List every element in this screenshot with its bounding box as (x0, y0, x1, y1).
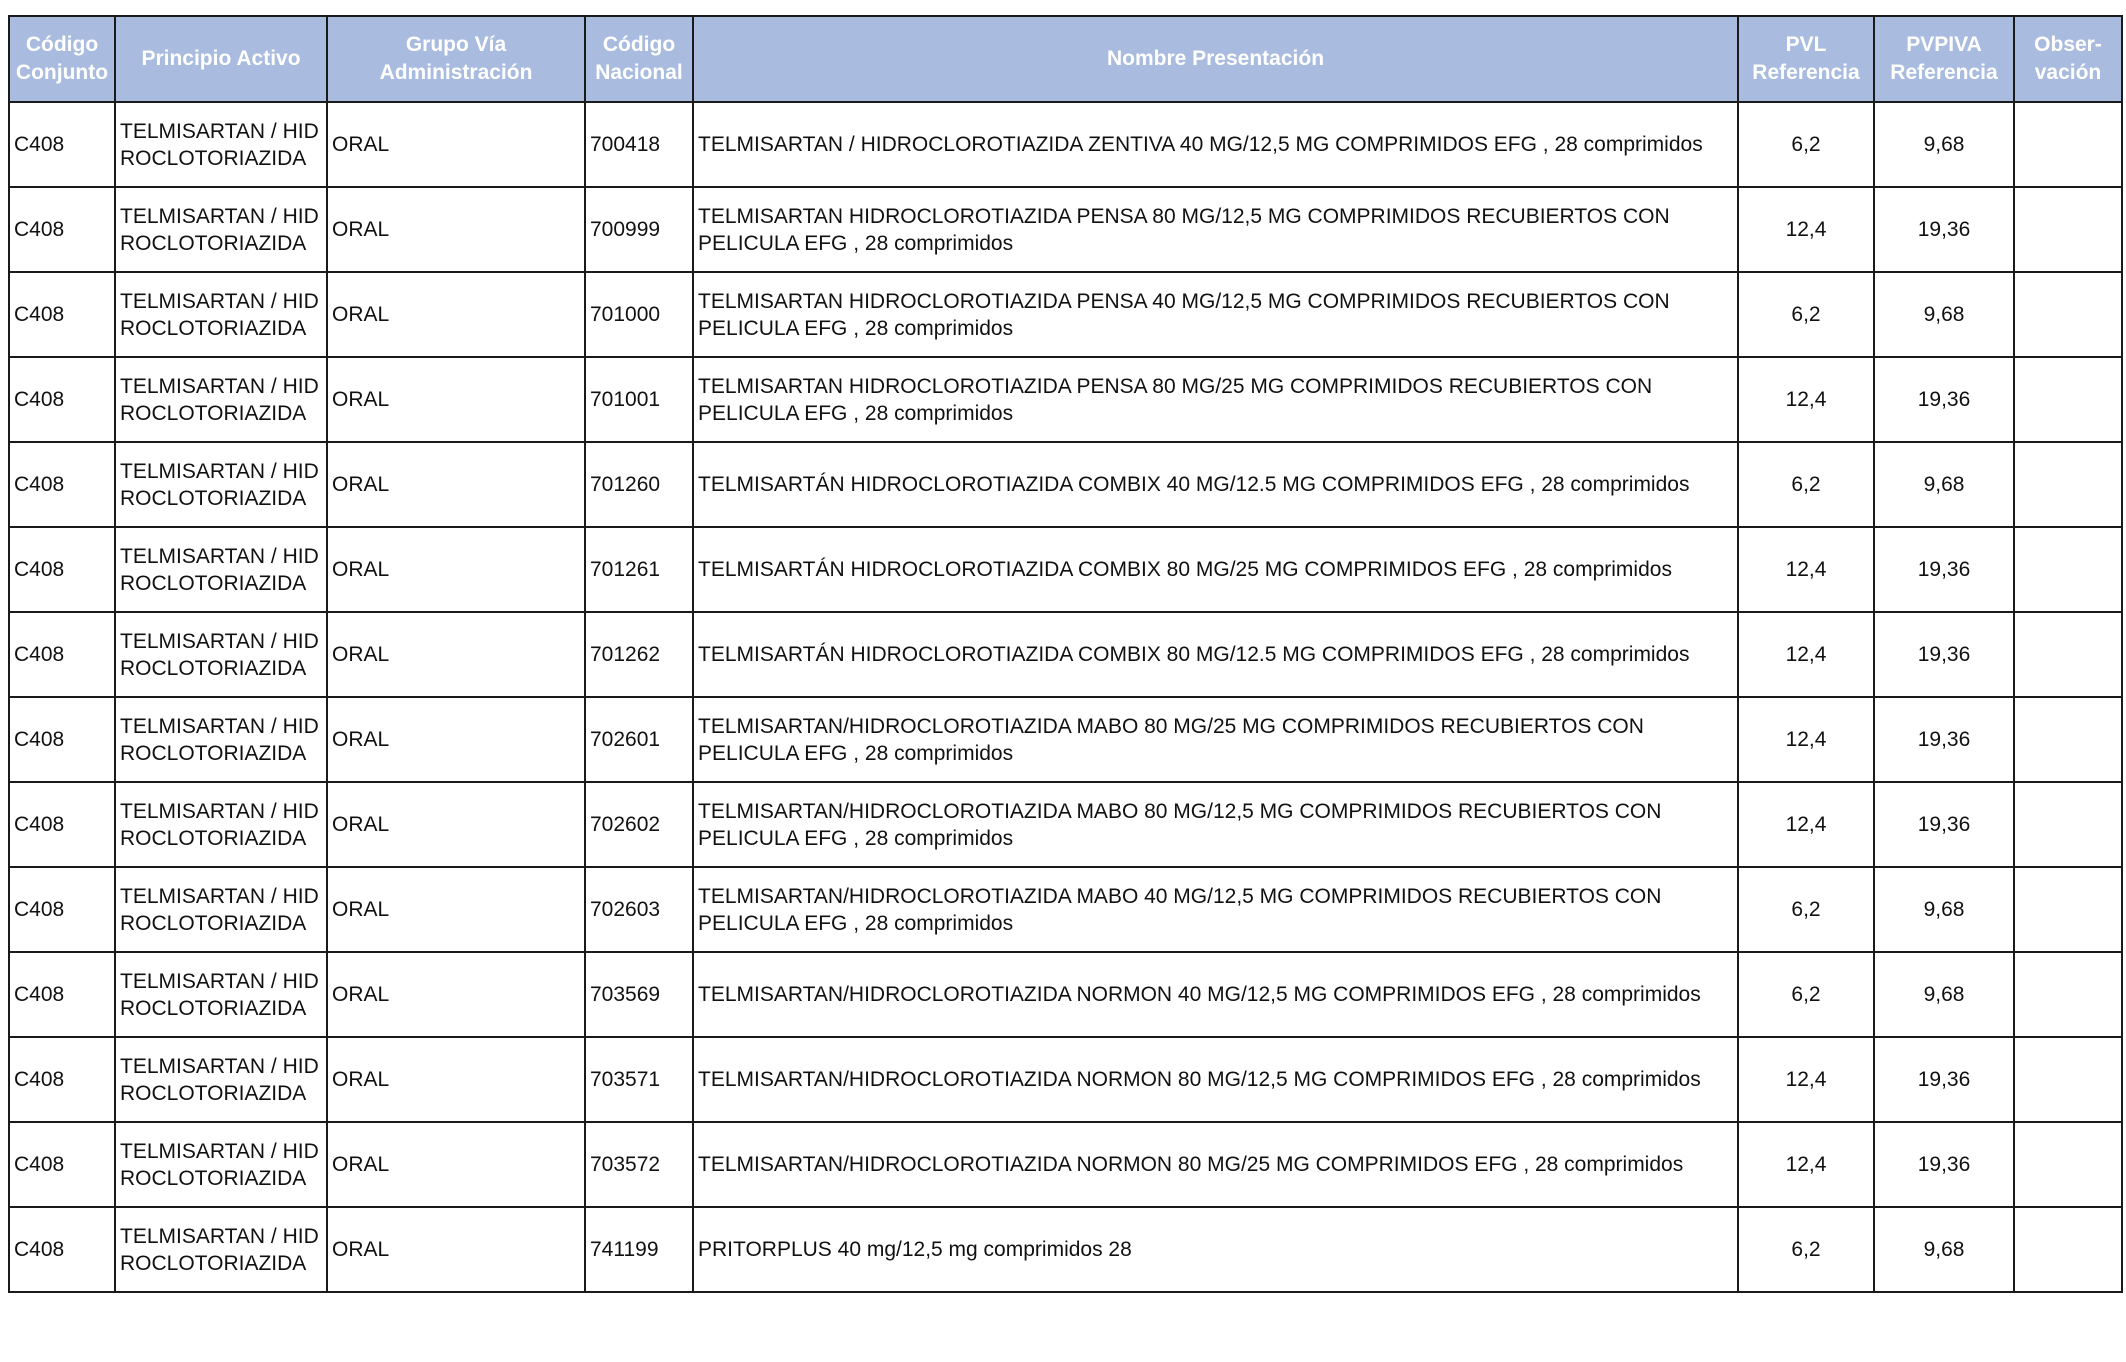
cell-nombre-presentacion: TELMISARTÁN HIDROCLOROTIAZIDA COMBIX 80 MG/25 MG COMPRIMIDOS EFG , 28 comprimidos (693, 527, 1738, 612)
cell-observacion (2014, 272, 2122, 357)
header-codigo-conjunto: Código Conjunto (9, 16, 115, 102)
cell-observacion (2014, 697, 2122, 782)
cell-pvl: 6,2 (1738, 102, 1874, 187)
cell-nombre-presentacion: TELMISARTÁN HIDROCLOROTIAZIDA COMBIX 40 MG/12.5 MG COMPRIMIDOS EFG , 28 comprimidos (693, 442, 1738, 527)
cell-pvl: 6,2 (1738, 442, 1874, 527)
cell-observacion (2014, 1037, 2122, 1122)
cell-codigo-nacional: 700418 (585, 102, 693, 187)
cell-principio-activo: TELMISARTAN / HIDROCLOTORIAZIDA (115, 272, 327, 357)
cell-pvpiva: 9,68 (1874, 1207, 2014, 1292)
cell-principio-activo: TELMISARTAN / HIDROCLOTORIAZIDA (115, 612, 327, 697)
cell-grupo-via: ORAL (327, 187, 585, 272)
cell-pvpiva: 19,36 (1874, 782, 2014, 867)
header-observacion: Obser-vación (2014, 16, 2122, 102)
cell-principio-activo: TELMISARTAN / HIDROCLOTORIAZIDA (115, 867, 327, 952)
cell-principio-activo: TELMISARTAN / HIDROCLOTORIAZIDA (115, 697, 327, 782)
cell-pvl: 12,4 (1738, 697, 1874, 782)
cell-grupo-via: ORAL (327, 527, 585, 612)
cell-pvl: 6,2 (1738, 867, 1874, 952)
cell-pvl: 6,2 (1738, 1207, 1874, 1292)
cell-nombre-presentacion: TELMISARTAN/HIDROCLOROTIAZIDA NORMON 40 MG/12,5 MG COMPRIMIDOS EFG , 28 comprimidos (693, 952, 1738, 1037)
cell-pvl: 12,4 (1738, 1037, 1874, 1122)
cell-pvpiva: 9,68 (1874, 272, 2014, 357)
table-row (9, 612, 2122, 697)
cell-nombre-presentacion: TELMISARTAN/HIDROCLOROTIAZIDA MABO 80 MG/12,5 MG COMPRIMIDOS RECUBIERTOS CON PELICULA EFG , 28 comprimidos (693, 782, 1738, 867)
cell-codigo-conjunto: C408 (9, 442, 115, 527)
cell-pvl: 12,4 (1738, 612, 1874, 697)
cell-pvpiva: 19,36 (1874, 697, 2014, 782)
cell-codigo-nacional: 701001 (585, 357, 693, 442)
cell-grupo-via: ORAL (327, 357, 585, 442)
cell-codigo-nacional: 703569 (585, 952, 693, 1037)
header-nombre-presentacion: Nombre Presentación (693, 16, 1738, 102)
table-row (9, 527, 2122, 612)
cell-grupo-via: ORAL (327, 952, 585, 1037)
table-row (9, 1207, 2122, 1292)
table-body (9, 102, 2122, 1292)
cell-observacion (2014, 357, 2122, 442)
cell-pvpiva: 9,68 (1874, 102, 2014, 187)
cell-pvl: 6,2 (1738, 272, 1874, 357)
cell-pvpiva: 19,36 (1874, 1037, 2014, 1122)
cell-codigo-nacional: 703571 (585, 1037, 693, 1122)
cell-principio-activo: TELMISARTAN / HIDROCLOTORIAZIDA (115, 782, 327, 867)
header-pvpiva: PVPIVA Referencia (1874, 16, 2014, 102)
cell-codigo-conjunto: C408 (9, 187, 115, 272)
cell-principio-activo: TELMISARTAN / HIDROCLOTORIAZIDA (115, 1037, 327, 1122)
cell-grupo-via: ORAL (327, 867, 585, 952)
cell-principio-activo: TELMISARTAN / HIDROCLOTORIAZIDA (115, 952, 327, 1037)
cell-codigo-conjunto: C408 (9, 1207, 115, 1292)
cell-principio-activo: TELMISARTAN / HIDROCLOTORIAZIDA (115, 442, 327, 527)
header-codigo-nacional: Código Nacional (585, 16, 693, 102)
cell-pvpiva: 19,36 (1874, 612, 2014, 697)
table-row (9, 697, 2122, 782)
cell-codigo-nacional: 702602 (585, 782, 693, 867)
cell-codigo-conjunto: C408 (9, 782, 115, 867)
cell-pvl: 12,4 (1738, 1122, 1874, 1207)
cell-observacion (2014, 867, 2122, 952)
header-pvl: PVL Referencia (1738, 16, 1874, 102)
cell-codigo-conjunto: C408 (9, 952, 115, 1037)
cell-pvl: 12,4 (1738, 782, 1874, 867)
cell-pvpiva: 19,36 (1874, 357, 2014, 442)
cell-observacion (2014, 442, 2122, 527)
cell-codigo-nacional: 701261 (585, 527, 693, 612)
cell-principio-activo: TELMISARTAN / HIDROCLOTORIAZIDA (115, 102, 327, 187)
cell-pvl: 12,4 (1738, 357, 1874, 442)
cell-grupo-via: ORAL (327, 612, 585, 697)
cell-pvpiva: 9,68 (1874, 867, 2014, 952)
header-row (9, 16, 2122, 102)
cell-grupo-via: ORAL (327, 1207, 585, 1292)
cell-codigo-conjunto: C408 (9, 867, 115, 952)
cell-codigo-conjunto: C408 (9, 1122, 115, 1207)
cell-principio-activo: TELMISARTAN / HIDROCLOTORIAZIDA (115, 187, 327, 272)
table-row (9, 1122, 2122, 1207)
cell-codigo-conjunto: C408 (9, 272, 115, 357)
cell-observacion (2014, 612, 2122, 697)
cell-grupo-via: ORAL (327, 442, 585, 527)
cell-nombre-presentacion: PRITORPLUS 40 mg/12,5 mg comprimidos 28 (693, 1207, 1738, 1292)
cell-codigo-nacional: 702603 (585, 867, 693, 952)
cell-grupo-via: ORAL (327, 1122, 585, 1207)
cell-codigo-conjunto: C408 (9, 612, 115, 697)
cell-grupo-via: ORAL (327, 272, 585, 357)
table-row (9, 102, 2122, 187)
cell-observacion (2014, 782, 2122, 867)
cell-codigo-nacional: 702601 (585, 697, 693, 782)
cell-codigo-nacional: 701262 (585, 612, 693, 697)
cell-principio-activo: TELMISARTAN / HIDROCLOTORIAZIDA (115, 1207, 327, 1292)
cell-codigo-conjunto: C408 (9, 527, 115, 612)
table-row (9, 952, 2122, 1037)
table-header (9, 16, 2122, 102)
price-reference-sheet (8, 15, 2121, 1293)
cell-codigo-nacional: 700999 (585, 187, 693, 272)
cell-nombre-presentacion: TELMISARTAN/HIDROCLOROTIAZIDA NORMON 80 MG/25 MG COMPRIMIDOS EFG , 28 comprimidos (693, 1122, 1738, 1207)
cell-grupo-via: ORAL (327, 102, 585, 187)
cell-pvpiva: 19,36 (1874, 527, 2014, 612)
cell-codigo-nacional: 701260 (585, 442, 693, 527)
cell-pvl: 12,4 (1738, 187, 1874, 272)
cell-grupo-via: ORAL (327, 782, 585, 867)
cell-pvpiva: 19,36 (1874, 187, 2014, 272)
header-grupo-via: Grupo Vía Administración (327, 16, 585, 102)
cell-nombre-presentacion: TELMISARTAN HIDROCLOROTIAZIDA PENSA 40 MG/12,5 MG COMPRIMIDOS RECUBIERTOS CON PELICULA EFG , 28 comprimidos (693, 272, 1738, 357)
cell-pvpiva: 19,36 (1874, 1122, 2014, 1207)
cell-nombre-presentacion: TELMISARTAN/HIDROCLOROTIAZIDA MABO 40 MG/12,5 MG COMPRIMIDOS RECUBIERTOS CON PELICULA EFG , 28 comprimidos (693, 867, 1738, 952)
cell-codigo-nacional: 741199 (585, 1207, 693, 1292)
cell-pvl: 12,4 (1738, 527, 1874, 612)
cell-principio-activo: TELMISARTAN / HIDROCLOTORIAZIDA (115, 357, 327, 442)
table-row (9, 782, 2122, 867)
price-reference-table (8, 15, 2123, 1293)
cell-observacion (2014, 1207, 2122, 1292)
cell-pvl: 6,2 (1738, 952, 1874, 1037)
cell-grupo-via: ORAL (327, 697, 585, 782)
cell-nombre-presentacion: TELMISARTAN HIDROCLOROTIAZIDA PENSA 80 MG/25 MG COMPRIMIDOS RECUBIERTOS CON PELICULA EFG , 28 comprimidos (693, 357, 1738, 442)
cell-codigo-conjunto: C408 (9, 697, 115, 782)
cell-observacion (2014, 952, 2122, 1037)
cell-observacion (2014, 1122, 2122, 1207)
cell-pvpiva: 9,68 (1874, 952, 2014, 1037)
cell-principio-activo: TELMISARTAN / HIDROCLOTORIAZIDA (115, 527, 327, 612)
cell-observacion (2014, 102, 2122, 187)
cell-codigo-conjunto: C408 (9, 102, 115, 187)
cell-codigo-conjunto: C408 (9, 357, 115, 442)
table-row (9, 442, 2122, 527)
cell-observacion (2014, 187, 2122, 272)
table-row (9, 867, 2122, 952)
cell-pvpiva: 9,68 (1874, 442, 2014, 527)
table-row (9, 1037, 2122, 1122)
cell-grupo-via: ORAL (327, 1037, 585, 1122)
cell-principio-activo: TELMISARTAN / HIDROCLOTORIAZIDA (115, 1122, 327, 1207)
table-row (9, 357, 2122, 442)
cell-nombre-presentacion: TELMISARTAN / HIDROCLOROTIAZIDA ZENTIVA 40 MG/12,5 MG COMPRIMIDOS EFG , 28 comprimidos (693, 102, 1738, 187)
cell-nombre-presentacion: TELMISARTÁN HIDROCLOROTIAZIDA COMBIX 80 MG/12.5 MG COMPRIMIDOS EFG , 28 comprimidos (693, 612, 1738, 697)
header-principio-activo: Principio Activo (115, 16, 327, 102)
cell-codigo-conjunto: C408 (9, 1037, 115, 1122)
cell-codigo-nacional: 703572 (585, 1122, 693, 1207)
table-row (9, 187, 2122, 272)
cell-codigo-nacional: 701000 (585, 272, 693, 357)
cell-nombre-presentacion: TELMISARTAN HIDROCLOROTIAZIDA PENSA 80 MG/12,5 MG COMPRIMIDOS RECUBIERTOS CON PELICULA EFG , 28 comprimidos (693, 187, 1738, 272)
cell-nombre-presentacion: TELMISARTAN/HIDROCLOROTIAZIDA NORMON 80 MG/12,5 MG COMPRIMIDOS EFG , 28 comprimidos (693, 1037, 1738, 1122)
cell-nombre-presentacion: TELMISARTAN/HIDROCLOROTIAZIDA MABO 80 MG/25 MG COMPRIMIDOS RECUBIERTOS CON PELICULA EFG , 28 comprimidos (693, 697, 1738, 782)
cell-observacion (2014, 527, 2122, 612)
table-row (9, 272, 2122, 357)
